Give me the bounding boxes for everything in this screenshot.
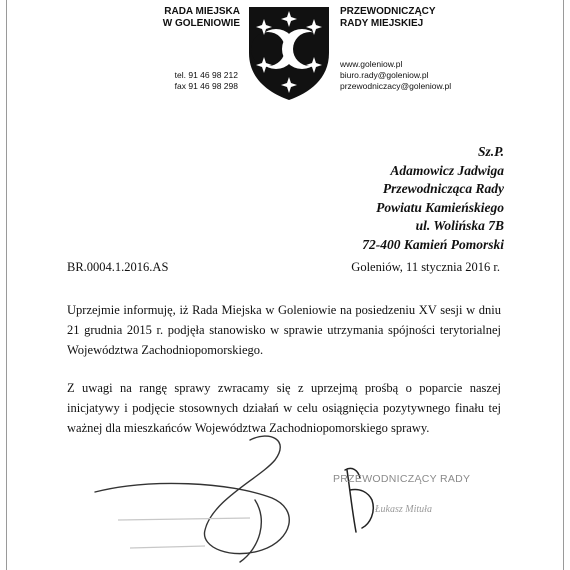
header-fax: fax 91 46 98 298 [174,81,238,91]
body-paragraph-2: Z uwagi na rangę sprawy zwracamy się z uprzejmą prośbą o poparcie naszej inicjatywy i podjęcie stosownych działań w celu osiągnięcia pozytywnego finału tej ważnej dla mieszkańców Województwa Zachodniopomorskiego sprawy. [67,381,501,435]
header-email-office: biuro.rady@goleniow.pl [340,70,429,80]
header-phone: tel. 91 46 98 212 [174,70,238,80]
addressee-position: Przewodnicząca Rady [382,181,504,196]
header-email-chairman: przewodniczacy@goleniow.pl [340,81,452,91]
addressee-organization: Powiatu Kamieńskiego [376,199,504,215]
reference-number: BR.0004.1.2016.AS [67,260,169,274]
header-right-line1: PRZEWODNICZĄCY [340,6,436,17]
header-website: www.goleniow.pl [340,59,403,69]
stamp-name: Łukasz Mituła [375,504,432,515]
body-paragraph-1: Uprzejmie informuję, iż Rada Miejska w Goleniowie na posiedzeniu XV sesji w dniu 21 grudnia 2015 r. podjęła stanowisko w sprawie utrzymania spójności terytorialnej Województwa Zachodniopomorskiego. [67,303,501,357]
addressee-salutation: Sz.P. [477,144,504,159]
addressee-street: ul. Wolińska 7B [415,218,504,233]
addressee-city: 72-400 Kamień Pomorski [362,236,504,252]
letter-date: Goleniów, 11 stycznia 2016 r. [351,260,500,274]
header-left-line2: W GOLENIOWIE [162,18,240,29]
header-right-line2: RADY MIEJSKIEJ [340,18,424,29]
header-left-line1: RADA MIEJSKA [164,6,240,17]
addressee-name: Adamowicz Jadwiga [390,162,504,178]
stamp-title: PRZEWODNICZĄCY RADY [333,473,471,485]
